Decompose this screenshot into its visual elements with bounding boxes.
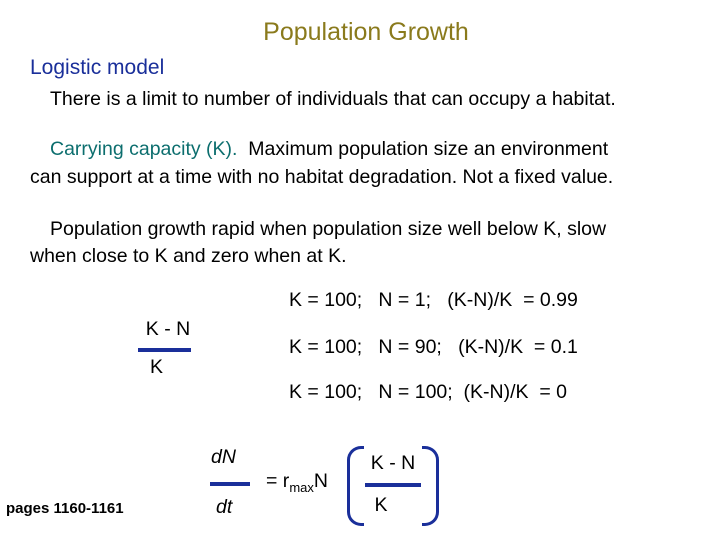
small-fraction-bar — [138, 348, 191, 352]
example-n-1: K = 100; N = 1; (K-N)/K = 0.99 — [289, 289, 578, 311]
limit-paragraph: There is a limit to number of individuals that can occupy a habitat. — [50, 88, 616, 110]
equation-rhs-bar — [365, 483, 421, 487]
equation-rhs-factor — [266, 470, 328, 495]
equation-lhs-bar — [210, 482, 250, 486]
right-parenthesis — [422, 446, 439, 526]
equation-lhs-denominator — [216, 496, 232, 519]
dt-text: dt — [216, 496, 233, 518]
r-max-subscript: max — [289, 479, 314, 495]
equation-rhs-numerator: K - N — [370, 452, 416, 474]
carrying-capacity-term: Carrying capacity (K). — [50, 138, 238, 160]
equation-rhs-denominator: K — [374, 494, 388, 516]
example-n-100: K = 100; N = 100; (K-N)/K = 0 — [289, 381, 568, 403]
pages-reference: pages 1160-1161 — [6, 500, 124, 517]
equation-lhs-numerator — [211, 446, 236, 469]
example-n-90: K = 100; N = 90; (K-N)/K = 0.1 — [289, 336, 578, 358]
carrying-capacity-definition: Maximum population size an environment — [237, 138, 609, 160]
growth-paragraph-line-2: when close to K and zero when at K. — [30, 245, 347, 267]
dn-text: dN — [211, 446, 236, 468]
carrying-capacity-line-1 — [50, 134, 608, 164]
carrying-capacity-line-2: can support at a time with no habitat degradation. Not a fixed value. — [30, 166, 614, 188]
section-subtitle: Logistic model — [30, 56, 165, 79]
n-text: N — [313, 470, 328, 492]
small-fraction-numerator: K - N — [145, 318, 191, 340]
growth-paragraph-line-1: Population growth rapid when population size well below K, slow — [50, 218, 607, 240]
small-fraction-denominator: K — [150, 356, 164, 378]
page-title: Population Growth — [263, 18, 469, 46]
equals-r-text: = r — [266, 470, 290, 492]
